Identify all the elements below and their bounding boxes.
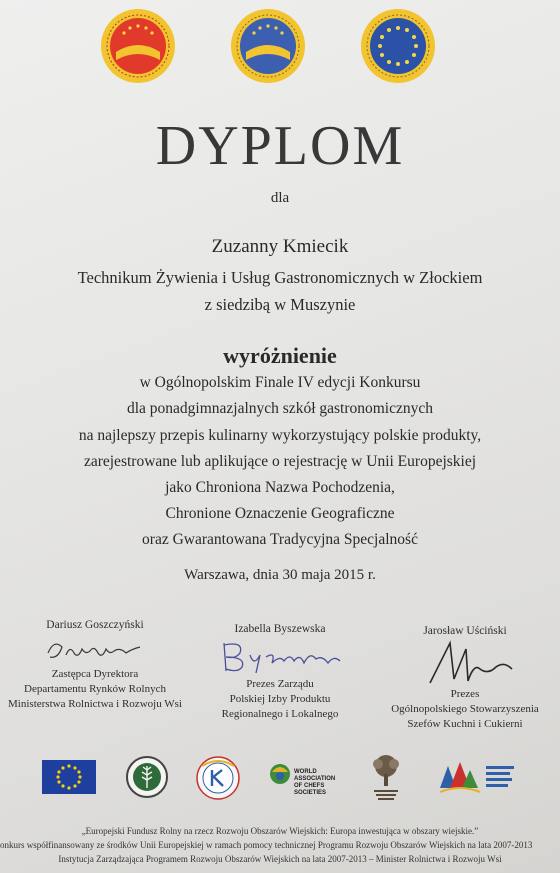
signatory-title-line: Zastępca Dyrektora <box>51 668 139 680</box>
traditional-speciality-guaranteed-seal-icon <box>360 8 436 84</box>
signatory-title-line: Polskiej Izby Produktu <box>229 693 331 705</box>
svg-text:SOCIETIES: SOCIETIES <box>294 790 327 796</box>
recipient-name: Zuzanny Kmiecik <box>211 236 349 257</box>
partner-logos <box>0 752 560 812</box>
svg-text:ASSOCIATION: ASSOCIATION <box>294 776 336 782</box>
signatory-name: Jarosław Uściński <box>423 625 507 637</box>
signatory-title-line: Prezes <box>450 688 480 700</box>
rural-development-programme-logo-icon <box>436 758 518 798</box>
diploma-title: DYPLOM <box>155 115 405 177</box>
award-title: wyróżnienie <box>223 343 337 368</box>
body-line: zarejestrowane lub aplikujące o rejestrację w Unii Europejskiej <box>83 453 477 470</box>
signatory-name: Izabella Byszewska <box>234 623 326 635</box>
svg-text:OF CHEFS: OF CHEFS <box>294 783 325 789</box>
for-label: dla <box>270 190 290 206</box>
date-line: Warszawa, dnia 30 maja 2015 r. <box>184 567 376 583</box>
handwritten-signature <box>210 637 350 677</box>
footer-line: Instytucja Zarządzająca Programem Rozwoju Obszarów Wiejskich na lata 2007-2013 – Minister Rolnictwa i Rozwoju Wsi <box>58 854 502 864</box>
body-line: w Ogólnopolskim Finale IV edycji Konkursu <box>139 374 421 391</box>
signatory-block <box>190 622 370 722</box>
signatory-title-line: Departamentu Rynków Rolnych <box>24 683 166 695</box>
regional-product-chamber-logo-icon <box>196 756 240 800</box>
footer-line: onkurs współfinansowany ze środków Unii Europejskiej w ramach pomocy technicznej Programu Rozwoju Obszarów Wiejskich na lata 2007-2013 <box>0 840 533 850</box>
world-association-of-chefs-societies-logo-icon <box>268 758 338 798</box>
body-line: dla ponadgimnazjalnych szkół gastronomicznych <box>126 400 434 417</box>
eu-flag-icon <box>42 760 96 794</box>
signatory-block <box>0 618 190 712</box>
signatory-block <box>370 624 560 732</box>
polish-regional-cuisine-tree-logo-icon <box>364 752 408 808</box>
handwritten-signature <box>410 639 520 687</box>
body-line: na najlepszy przepis kulinarny wykorzystujący polskie produkty, <box>78 427 482 444</box>
handwritten-signature <box>40 633 150 667</box>
protected-geographical-indication-seal-icon <box>230 8 306 84</box>
signatory-title-line: Prezes Zarządu <box>246 678 314 690</box>
eu-quality-seals <box>0 8 560 88</box>
signatory-title-line: Ministerstwa Rolnictwa i Rozwoju Wsi <box>8 698 182 710</box>
recipient-seat: z siedzibą w Muszynie <box>204 295 356 314</box>
signatory-title-line: Regionalnego i Lokalnego <box>221 708 339 720</box>
signatory-title-line: Ogólnopolskiego Stowarzyszenia <box>391 703 539 715</box>
body-line: jako Chroniona Nazwa Pochodzenia, <box>165 479 395 496</box>
ministry-wheat-emblem-icon <box>126 756 168 798</box>
recipient-school: Technikum Żywienia i Usług Gastronomicznych w Złockiem <box>77 268 483 287</box>
footer-line: „Europejski Fundusz Rolny na rzecz Rozwoju Obszarów Wiejskich: Europa inwestująca w obszary wiejskie.” <box>81 826 479 836</box>
signatory-title-line: Szefów Kuchni i Cukierni <box>407 718 523 730</box>
protected-designation-of-origin-seal-icon <box>100 8 176 84</box>
body-line: Chronione Oznaczenie Geograficzne <box>165 505 395 522</box>
signatory-name: Dariusz Goszczyński <box>46 619 144 631</box>
body-line: oraz Gwarantowana Tradycyjna Specjalność <box>142 531 418 548</box>
svg-text:WORLD: WORLD <box>294 769 317 775</box>
